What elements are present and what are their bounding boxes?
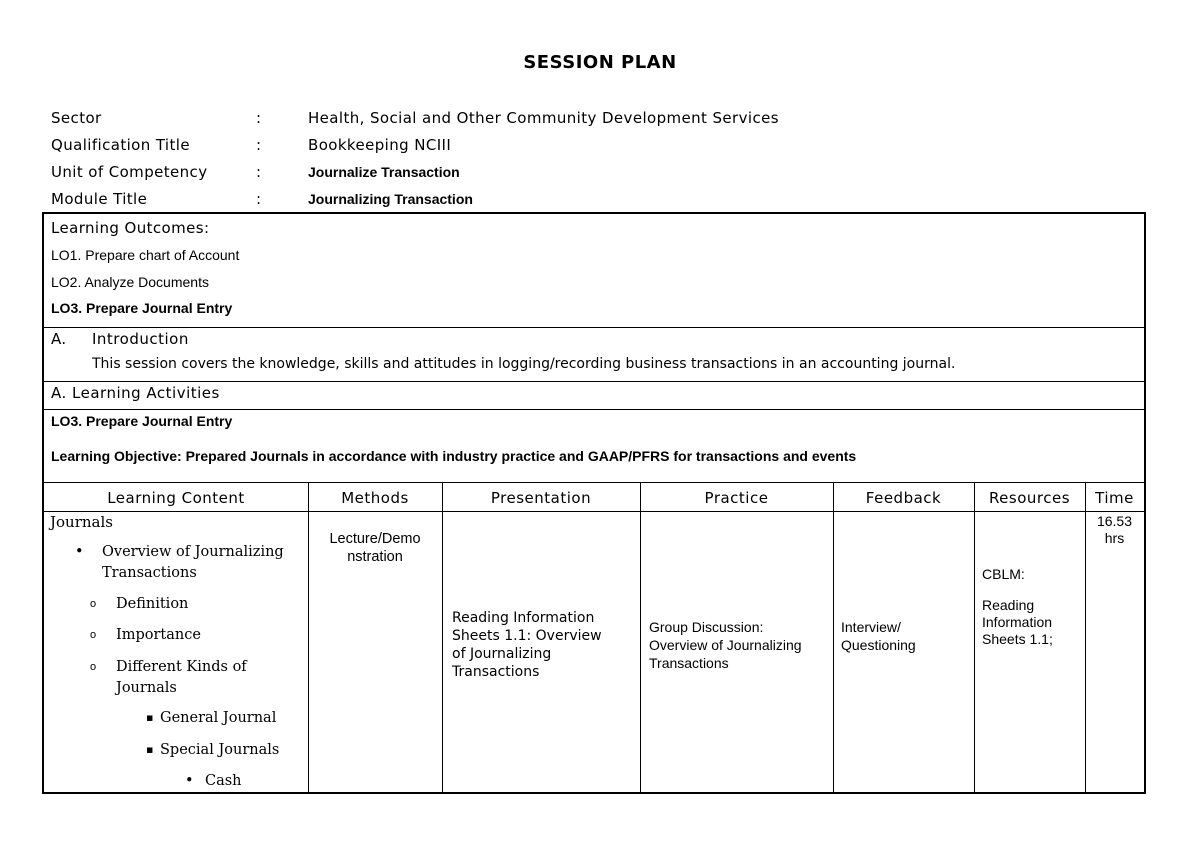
column-header-methods: Methods	[341, 489, 409, 507]
unit-value: Journalize Transaction	[308, 164, 460, 180]
column-header-resources: Resources	[988, 489, 1071, 507]
learning-objective: Learning Objective: Prepared Journals in accordance with industry practice and GAAP/PFRS for transactions and events	[51, 448, 857, 464]
module-label: Module Title	[51, 190, 148, 208]
methods-line: Lecture/Demo	[329, 531, 421, 547]
resources-cell	[982, 566, 1053, 648]
time-cell	[1085, 513, 1144, 547]
sector-value: Health, Social and Other Community Development Services	[308, 109, 779, 127]
content-item: General Journal	[160, 710, 277, 726]
presentation-line: Reading Information	[452, 610, 595, 626]
column-header-presentation: Presentation	[490, 489, 592, 507]
module-value: Journalizing Transaction	[308, 191, 473, 207]
column-header-practice: Practice	[704, 489, 769, 507]
content-item: Journals	[116, 680, 177, 696]
bullet-circle: o	[90, 629, 97, 641]
learning-outcome-item: LO3. Prepare Journal Entry	[51, 300, 233, 316]
column-header-feedback: Feedback	[865, 489, 942, 507]
colon: :	[256, 190, 262, 208]
unit-label: Unit of Competency	[51, 163, 208, 181]
divider	[44, 327, 1144, 328]
activities-lo: LO3. Prepare Journal Entry	[51, 413, 233, 429]
learning-outcome-item: LO2. Analyze Documents	[51, 274, 209, 290]
time-line: hrs	[1104, 530, 1125, 546]
bullet-dot: •	[75, 544, 84, 560]
qualification-label: Qualification Title	[51, 136, 190, 154]
colon: :	[256, 136, 262, 154]
divider	[44, 482, 1144, 483]
presentation-line: of Journalizing	[452, 646, 552, 662]
content-item: Importance	[116, 627, 201, 643]
resources-spacer	[982, 583, 1053, 597]
divider	[44, 381, 1144, 382]
bullet-square: ▪	[146, 711, 154, 724]
content-item: Overview of Journalizing	[102, 544, 284, 560]
practice-line: Group Discussion:	[649, 619, 764, 635]
content-item: Cash	[205, 773, 242, 789]
bullet-square: ▪	[146, 743, 154, 756]
presentation-line: Sheets 1.1: Overview	[452, 628, 602, 644]
learning-outcome-item: LO1. Prepare chart of Account	[51, 247, 240, 263]
feedback-line: Questioning	[841, 637, 916, 653]
content-item: Different Kinds of	[116, 659, 247, 675]
column-header-time: Time	[1095, 489, 1134, 507]
content-item: Transactions	[102, 565, 197, 581]
column-divider	[833, 483, 834, 792]
presentation-line: Transactions	[452, 664, 540, 680]
divider	[44, 409, 1144, 410]
presentation-cell	[452, 609, 602, 681]
colon: :	[256, 163, 262, 181]
column-header-learning-content: Learning Content	[107, 489, 245, 507]
qualification-value: Bookkeeping NCIII	[308, 136, 452, 154]
learning-outcomes-heading: Learning Outcomes:	[51, 219, 210, 237]
column-divider	[974, 483, 975, 792]
colon: :	[256, 109, 262, 127]
resources-line: Sheets 1.1;	[982, 631, 1053, 647]
bullet-circle: o	[90, 661, 97, 673]
feedback-cell	[841, 618, 916, 654]
document-title: SESSION PLAN	[523, 52, 677, 73]
learning-activities-heading: A. Learning Activities	[51, 384, 220, 402]
time-line: 16.53	[1096, 513, 1133, 529]
session-plan-frame	[42, 212, 1146, 794]
methods-line: nstration	[347, 549, 403, 565]
sector-label: Sector	[51, 109, 102, 127]
resources-line: Information	[982, 614, 1053, 630]
resources-line: CBLM:	[982, 566, 1025, 582]
feedback-line: Interview/	[841, 619, 901, 635]
practice-line: Transactions	[649, 655, 729, 671]
practice-cell	[649, 618, 802, 672]
bullet-dot: •	[185, 773, 194, 789]
column-divider	[640, 483, 641, 792]
introduction-text: This session covers the knowledge, skills and attitudes in logging/recording business transactions in an accounting journal.	[92, 356, 956, 372]
column-divider	[442, 483, 443, 792]
methods-cell	[308, 530, 442, 566]
introduction-letter: A.	[51, 330, 67, 348]
bullet-circle: o	[90, 598, 97, 610]
content-item: Special Journals	[160, 742, 280, 758]
content-title: Journals	[50, 513, 113, 531]
content-item: Definition	[116, 596, 189, 612]
practice-line: Overview of Journalizing	[649, 637, 802, 653]
introduction-heading: Introduction	[92, 330, 189, 348]
resources-line: Reading	[982, 597, 1035, 613]
